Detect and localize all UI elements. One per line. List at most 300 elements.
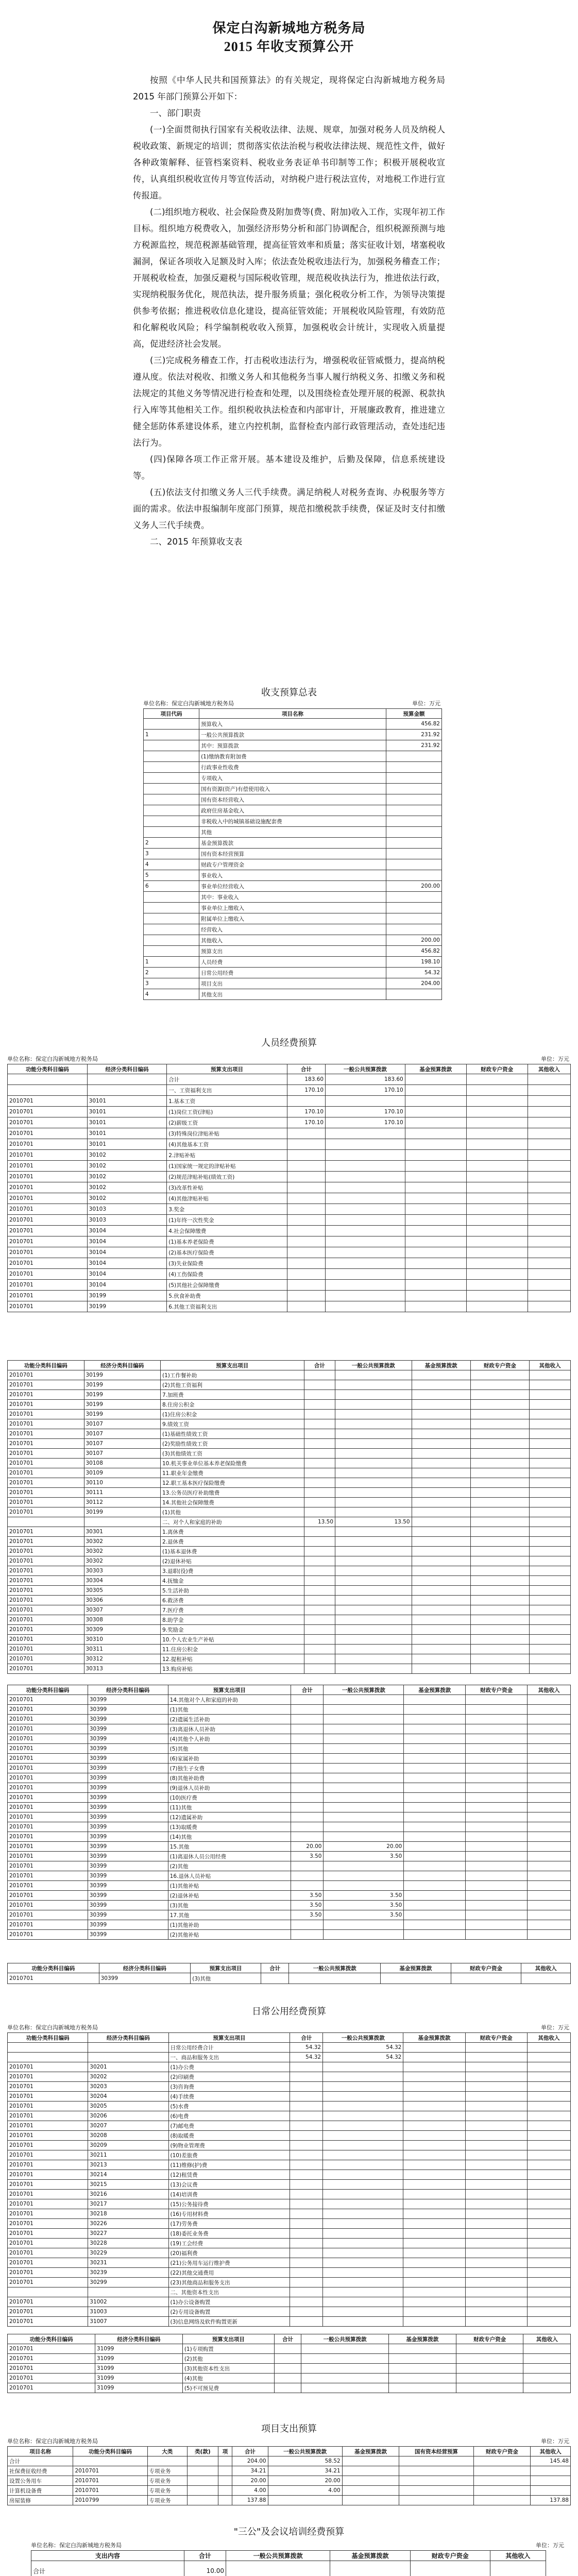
table-cell (527, 2248, 570, 2258)
intro-paragraph: 按照《中华人民共和国预算法》的有关规定，现将保定白沟新城地方税务局 2015 年部门预算公开如下： (133, 75, 445, 101)
table-cell (291, 1861, 324, 1871)
table-cell: 30213 (88, 2160, 168, 2170)
table-cell: 2010701 (8, 2160, 88, 2170)
table-cell: 其中：事业收入 (199, 892, 386, 903)
table-cell (324, 1744, 404, 1754)
table-cell (529, 1459, 570, 1468)
table-cell (465, 2053, 527, 2062)
table-cell (528, 1291, 570, 1301)
table-cell (403, 2111, 465, 2121)
table-cell: (1)基本养老保险费 (167, 1236, 287, 1247)
table-cell: 7.医疗费 (161, 1605, 304, 1615)
table-cell (466, 1734, 528, 1744)
table-cell: 2010701 (8, 1247, 88, 1258)
table-row (8, 1734, 571, 1744)
table-cell (528, 1215, 570, 1226)
column-header: 其他收入 (529, 1361, 570, 1370)
table-cell (326, 1172, 405, 1182)
table-row (8, 2150, 571, 2160)
table-row (8, 2072, 571, 2082)
table-cell (466, 1291, 528, 1301)
table-cell: 7.加班费 (161, 1390, 304, 1400)
table-cell (188, 2466, 218, 2476)
table-cell (287, 1226, 325, 1236)
table-header-row (8, 1685, 571, 1695)
table-cell (404, 1764, 466, 1773)
table-cell (465, 2258, 527, 2268)
table-cell: 30304 (84, 1576, 161, 1586)
table-row (8, 1615, 571, 1625)
table-cell (465, 2150, 527, 2160)
table-cell: 2010701 (8, 1803, 88, 1812)
table-cell (290, 2062, 323, 2072)
table-cell (291, 1930, 324, 1940)
table-cell: 13.购房补贴 (161, 1664, 304, 1674)
table-cell: 30399 (88, 1705, 168, 1715)
table-cell (523, 2364, 571, 2374)
table-cell: 231.92 (386, 740, 441, 751)
table-row (8, 1812, 571, 1822)
table-cell: 2010701 (8, 1226, 88, 1236)
table-cell: 2010701 (8, 1291, 88, 1301)
table-cell: 2010701 (8, 2229, 88, 2239)
table-cell (342, 2476, 399, 2486)
table-cell (304, 1556, 335, 1566)
table-cell: 30199 (84, 1390, 161, 1400)
table-cell (403, 2043, 465, 2053)
table-cell: 2010701 (8, 2248, 88, 2258)
table-row (144, 838, 442, 849)
column-header: 预算支出项目 (168, 1685, 291, 1695)
table-cell (287, 1301, 325, 1312)
table-header-row (8, 2033, 571, 2043)
table-cell (470, 1429, 529, 1439)
table-cell (323, 2229, 403, 2239)
table-cell (466, 1842, 528, 1852)
table-cell (144, 784, 199, 794)
table-cell: 2010701 (8, 1478, 84, 1488)
table-cell (144, 913, 199, 924)
table-cell (470, 1380, 529, 1390)
table-cell (528, 1842, 571, 1852)
table-cell (528, 1832, 571, 1842)
table-cell (404, 1715, 466, 1724)
table-cell: 30239 (88, 2268, 168, 2278)
table-cell: 17.其他 (168, 1910, 291, 1920)
table-cell (529, 1410, 570, 1419)
table-cell: 经营收入 (199, 924, 386, 935)
table-cell (529, 1478, 570, 1488)
table-cell: 2010701 (8, 2383, 95, 2393)
table-cell (335, 1507, 412, 1517)
table-cell (326, 1247, 405, 1258)
table-cell: 2010701 (8, 1139, 88, 1150)
table-cell (412, 1635, 470, 1645)
table-cell (326, 1139, 405, 1150)
table-cell: 5.生活补助 (161, 1586, 304, 1596)
table-row (8, 1150, 571, 1161)
table-cell (304, 1498, 335, 1507)
table-cell (304, 1635, 335, 1645)
table-cell (529, 1556, 570, 1566)
table-cell (412, 1556, 470, 1566)
table-cell: (16)专用材料费 (168, 2209, 290, 2219)
table-cell (465, 2239, 527, 2248)
table-cell (412, 1439, 470, 1449)
table-cell (304, 1645, 335, 1654)
table-cell: 204.00 (386, 978, 441, 989)
table-cell: 30204 (88, 2092, 168, 2102)
table-cell (326, 1280, 405, 1291)
table-cell: 2010701 (8, 1705, 88, 1715)
table-cell: 30228 (88, 2239, 168, 2248)
table-cell: (3)其他资本性支出 (182, 2364, 274, 2374)
table-cell (144, 935, 199, 946)
table-cell (389, 2374, 456, 2383)
table-cell (335, 1468, 412, 1478)
table-cell (324, 1705, 404, 1715)
table-header-row (144, 709, 442, 719)
table-cell: 2010701 (8, 1832, 88, 1842)
table-cell: 2010701 (8, 1527, 84, 1537)
table-cell: (14)培训费 (168, 2190, 290, 2199)
table-cell (456, 2364, 523, 2374)
table-cell (144, 794, 199, 805)
table-row (8, 2317, 571, 2327)
table-cell (470, 1410, 529, 1419)
table-cell (403, 2297, 465, 2307)
table-row (144, 989, 442, 1000)
table-cell: 2010701 (8, 1576, 84, 1586)
table-cell (523, 2344, 571, 2354)
table-cell (304, 1400, 335, 1410)
table-cell: (14)其他 (168, 1832, 291, 1842)
table-cell (323, 2239, 403, 2248)
table-cell: 30199 (87, 1291, 167, 1301)
table-cell: 2010701 (8, 1635, 84, 1645)
column-header: 其他收入 (528, 1064, 570, 1074)
table-cell (335, 1419, 412, 1429)
table-cell: 30312 (84, 1654, 161, 1664)
table-cell (529, 1635, 570, 1645)
table-cell (188, 2456, 218, 2466)
table-cell: 2010701 (8, 1596, 84, 1605)
column-header: 一般公共预算拨款 (301, 2334, 389, 2344)
table-cell (466, 1096, 528, 1107)
table-cell (456, 2354, 523, 2364)
table-cell: (2)规范津贴补贴(绩效工资) (167, 1172, 287, 1182)
table-cell (412, 1400, 470, 1410)
table-cell (342, 2486, 399, 2496)
table-cell: 8.助学金 (161, 1615, 304, 1625)
table-cell (389, 2383, 456, 2393)
column-header: 经济分类科目编码 (88, 2033, 168, 2043)
table-row (8, 2209, 571, 2219)
column-header: 其他收入 (490, 2551, 546, 2561)
column-header: 一般公共预算拨款 (226, 2551, 330, 2561)
table-row (8, 2199, 571, 2209)
three-public-unit-name: 单位名称：保定白沟新城地方税务局 (31, 2542, 122, 2549)
table-cell: 2010701 (8, 2258, 88, 2268)
table-cell (412, 1586, 470, 1596)
table-cell: (2)退休补贴 (168, 1891, 291, 1901)
table-cell (404, 1891, 466, 1901)
table-cell (466, 1258, 528, 1269)
table-cell (323, 2121, 403, 2131)
table-cell (528, 1247, 570, 1258)
table-cell (291, 1871, 324, 1881)
table-cell (405, 1085, 466, 1096)
table-row (8, 1910, 571, 1920)
table-cell (403, 2170, 465, 2180)
table-cell (188, 2486, 218, 2496)
table-cell: (2)其他工资福利 (161, 1380, 304, 1390)
table-row (8, 1429, 571, 1439)
table-cell (291, 1764, 324, 1773)
table-cell: 2010701 (8, 2170, 88, 2180)
table-cell (465, 2121, 527, 2131)
column-header: 合计 (287, 1064, 325, 1074)
table-cell (528, 1226, 570, 1236)
table-cell (528, 1724, 571, 1734)
table-cell: 国有资本经营预算 (199, 849, 386, 859)
table-cell: (5)水费 (168, 2102, 290, 2111)
table-cell (386, 751, 441, 762)
table-cell (386, 849, 441, 859)
table-cell: 30313 (84, 1664, 161, 1674)
table-cell: (4)其他 (182, 2374, 274, 2383)
table-cell (456, 2374, 523, 2383)
table-cell (399, 2496, 473, 2505)
table-cell (470, 1370, 529, 1380)
table-cell (335, 1645, 412, 1654)
table-cell (466, 1783, 528, 1793)
table-cell (399, 2466, 473, 2476)
table-cell (290, 2199, 323, 2209)
table-cell: (11)维修(护)费 (168, 2160, 290, 2170)
table-cell: 30399 (88, 1744, 168, 1754)
table-cell: 30399 (88, 1754, 168, 1764)
table-cell: 5.伙食补助费 (167, 1291, 287, 1301)
table-cell (287, 1291, 325, 1301)
column-header: 财政专户资金 (465, 2033, 527, 2043)
table-row (8, 1370, 571, 1380)
table-cell (529, 1449, 570, 1459)
column-header: 一般公共预算拨款 (289, 1963, 381, 1973)
three-public-unit: 单位：万元 (536, 2542, 564, 2549)
table-cell: 30216 (88, 2190, 168, 2199)
column-header: 经济分类科目编码 (99, 1963, 191, 1973)
table-row (8, 1973, 571, 1984)
table-cell (466, 1280, 528, 1291)
table-cell (323, 2131, 403, 2141)
table-cell (456, 2344, 523, 2354)
table-cell (324, 1695, 404, 1705)
table-cell: 13.50 (335, 1517, 412, 1527)
table-cell: 2010701 (8, 1973, 99, 1984)
table-cell (412, 1605, 470, 1615)
table-cell (470, 1439, 529, 1449)
table-row (8, 1695, 571, 1705)
table-cell (465, 2190, 527, 2199)
table-cell: 30399 (88, 1724, 168, 1734)
table-cell (403, 2239, 465, 2248)
table-cell: (1)办公费 (168, 2062, 290, 2072)
table-row (8, 1773, 571, 1783)
table-cell (403, 2121, 465, 2131)
table-cell (290, 2297, 323, 2307)
table-cell (473, 2456, 531, 2466)
table-cell (403, 2219, 465, 2229)
table-cell: (2)基本医疗保险费 (167, 1247, 287, 1258)
table-cell: (8)取暖费 (168, 2131, 290, 2141)
table-cell: 30309 (84, 1625, 161, 1635)
table-cell (324, 1920, 404, 1930)
table-cell (326, 1269, 405, 1280)
table-cell: 30227 (88, 2229, 168, 2239)
table-cell: 9.绩效工资 (161, 1419, 304, 1429)
table-cell: 30208 (88, 2131, 168, 2141)
table-cell: (1)年终一次性奖金 (167, 1215, 287, 1226)
table-cell (144, 762, 199, 773)
table-cell (412, 1527, 470, 1537)
table-row (8, 2092, 571, 2102)
table-cell (412, 1380, 470, 1390)
table-cell (405, 1117, 466, 1128)
table-cell (291, 1881, 324, 1891)
table-cell (405, 1161, 466, 1172)
table-cell: 6.救济费 (161, 1596, 304, 1605)
table-cell: 2010701 (8, 1625, 84, 1635)
table-row (8, 1920, 571, 1930)
table-cell (301, 2344, 389, 2354)
table-cell: 30211 (88, 2150, 168, 2160)
table-cell (287, 1236, 325, 1247)
table-cell (528, 1773, 571, 1783)
table-row (144, 913, 442, 924)
column-header: 合计 (261, 1963, 289, 1973)
table-cell: 4.00 (232, 2486, 268, 2496)
table-cell (527, 2092, 570, 2102)
table-cell: 4 (144, 989, 199, 1000)
table-cell: 30215 (88, 2180, 168, 2190)
table-cell: 2010701 (8, 1269, 88, 1280)
table-cell (289, 1973, 381, 1984)
table-cell (335, 1370, 412, 1380)
table-cell (529, 1517, 570, 1527)
table-row (8, 1215, 571, 1226)
table-cell (410, 2561, 490, 2576)
table-row (8, 1107, 571, 1117)
table-cell (8, 1074, 88, 1085)
table-cell (466, 1891, 528, 1901)
table-cell (404, 1724, 466, 1734)
table-cell (466, 1128, 528, 1139)
personnel-table-part3 (7, 1685, 571, 1940)
table-cell: 专项业务 (147, 2496, 188, 2505)
table-cell: 2010701 (8, 2082, 88, 2092)
table-cell (412, 1449, 470, 1459)
table-cell (529, 1645, 570, 1654)
table-cell (291, 1822, 324, 1832)
table-cell: (6)电费 (168, 2111, 290, 2121)
table-row (144, 730, 442, 740)
table-cell: 170.10 (287, 1107, 325, 1117)
table-cell: 2010701 (8, 1764, 88, 1773)
table-cell (527, 2278, 570, 2287)
table-row (8, 1258, 571, 1269)
table-cell (405, 1226, 466, 1236)
table-cell: 行政事业性收费 (199, 762, 386, 773)
table-cell (304, 1576, 335, 1586)
table-cell (405, 1236, 466, 1247)
table-cell: 170.10 (326, 1107, 405, 1117)
table-cell (465, 2268, 527, 2278)
table-row (8, 1783, 571, 1793)
table-cell (335, 1527, 412, 1537)
table-row (8, 2053, 571, 2062)
table-cell: (5)不可预见费 (182, 2383, 274, 2393)
table-cell: (2)其他 (182, 2354, 274, 2364)
table-row (8, 1488, 571, 1498)
table-cell: 2010701 (8, 1107, 88, 1117)
table-row (8, 1744, 571, 1754)
table-cell: (22)其他交通费用 (168, 2268, 290, 2278)
table-cell (528, 1172, 570, 1182)
column-header: 支出内容 (31, 2551, 184, 2561)
table-cell (144, 892, 199, 903)
table-cell: 54.32 (290, 2053, 323, 2062)
column-header: 大类 (147, 2447, 188, 2456)
table-cell: 11.职业年金缴费 (161, 1468, 304, 1478)
table-cell: 2010701 (8, 1117, 88, 1128)
table-cell (412, 1664, 470, 1674)
table-cell: (23)其他商品和服务支出 (168, 2278, 290, 2287)
table-cell: 30399 (99, 1973, 191, 1984)
table-cell (403, 2199, 465, 2209)
table-cell (290, 2209, 323, 2219)
table-cell (528, 1734, 571, 1744)
table-cell (87, 1085, 167, 1096)
table-cell: (10)医疗费 (168, 1793, 291, 1803)
table-cell: 其他收入 (199, 935, 386, 946)
table-cell: (1)缴纳教育附加费 (199, 751, 386, 762)
table-cell (335, 1429, 412, 1439)
column-header: 基金预算拨款 (381, 1963, 451, 1973)
table-cell: 30101 (87, 1096, 167, 1107)
table-row (8, 2456, 571, 2466)
table-cell (290, 2102, 323, 2111)
table-cell (386, 838, 441, 849)
table-row (144, 946, 442, 957)
table-cell (403, 2053, 465, 2062)
table-cell (287, 1193, 325, 1204)
table-cell: (3)离退休人员补助 (168, 1724, 291, 1734)
table-cell: 2010701 (8, 1400, 84, 1410)
table-row (8, 1576, 571, 1586)
table-row (8, 1182, 571, 1193)
table-cell (324, 1764, 404, 1773)
table-row (8, 2141, 571, 2150)
table-cell (290, 2219, 323, 2229)
table-cell (326, 1128, 405, 1139)
column-header: 项目代码 (144, 709, 199, 719)
table-cell (527, 2258, 570, 2268)
table-cell: 30104 (87, 1236, 167, 1247)
table-cell (144, 719, 199, 730)
table-cell (274, 2383, 301, 2393)
table-cell: 设置公务用车 (8, 2476, 73, 2486)
